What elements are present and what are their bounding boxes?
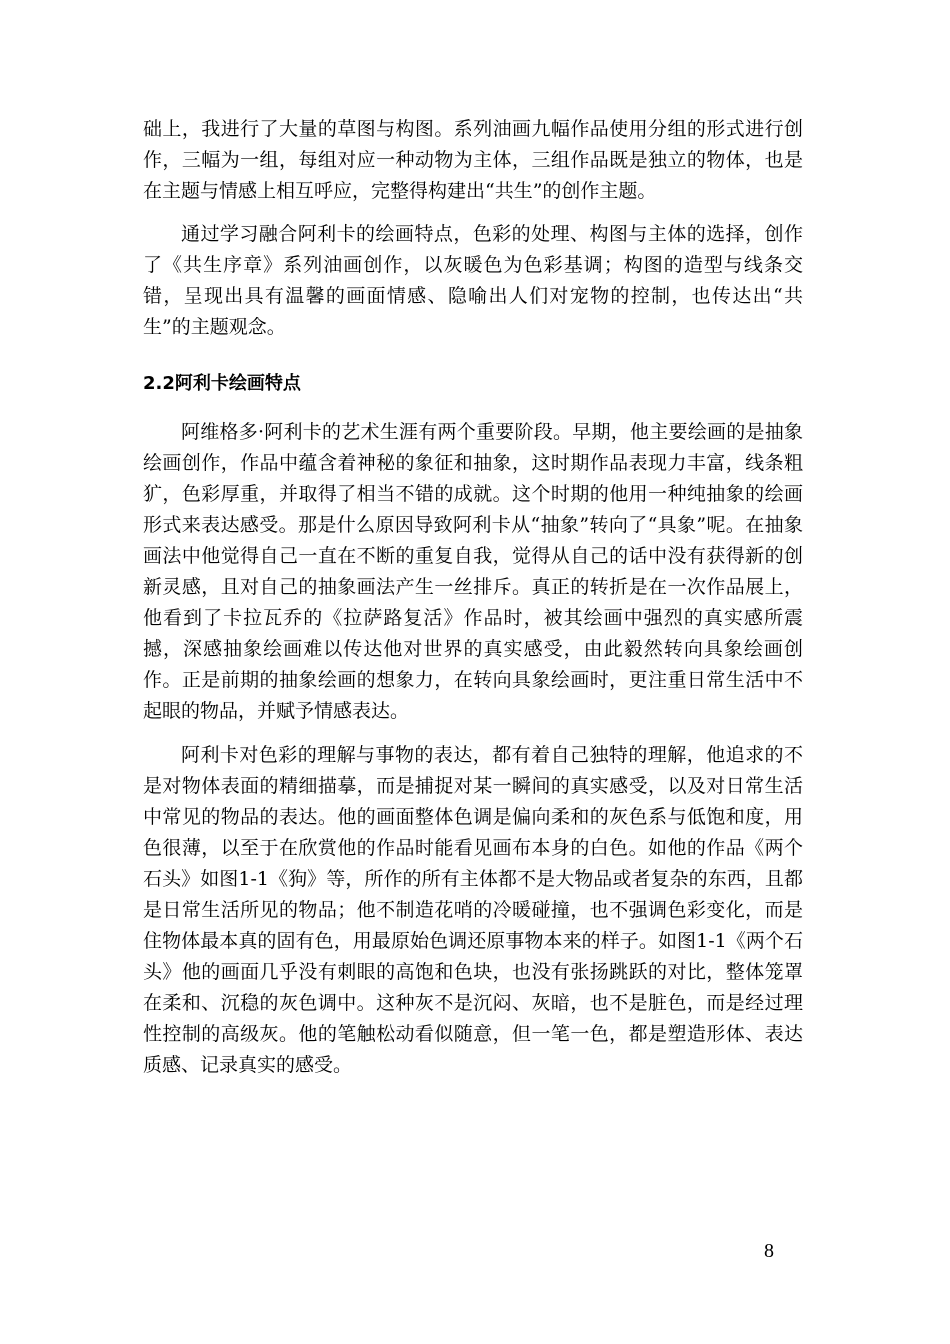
page-number: 8 (764, 1240, 774, 1262)
paragraph-continuation: 础上，我进行了大量的草图与构图。系列油画九幅作品使用分组的形式进行创作，三幅为一组，每组对应一种动物为主体，三组作品既是独立的物体，也是在主题与情感上相互呼应，完整得构建出“共生”的创作主题。 (143, 118, 803, 202)
paragraph-summary: 通过学习融合阿利卡的绘画特点，色彩的处理、构图与主体的选择，创作了《共生序章》系列油画创作，以灰暖色为色彩基调；构图的造型与线条交错，呈现出具有温馨的画面情感、隐喻出人们对宠物的控制，也传达出“共生”的主题观念。 (143, 223, 803, 338)
section-heading: 2.2阿利卡绘画特点 (143, 373, 301, 394)
paragraph-career: 阿维格多·阿利卡的艺术生涯有两个重要阶段。早期，他主要绘画的是抽象绘画创作，作品中蕴含着神秘的象征和抽象，这时期作品表现力丰富，线条粗犷，色彩厚重，并取得了相当不错的成就。这个时期的他用一种纯抽象的绘画形式来表达感受。那是什么原因导致阿利卡从“抽象”转向了“具象”呢。在抽象画法中他觉得自己一直在不断的重复自我，觉得从自己的话中没有获得新的创新灵感，且对自己的抽象画法产生一丝排斥。真正的转折是在一次作品展上，他看到了卡拉瓦乔的《拉萨路复活》作品时，被其绘画中强烈的真实感所震撼，深感抽象绘画难以传达他对世界的真实感受，由此毅然转向具象绘画创作。正是前期的抽象绘画的想象力，在转向具象绘画时，更注重日常生活中不起眼的物品，并赋予情感表达。 (143, 421, 803, 722)
body-text (143, 114, 803, 1081)
paragraph-color: 阿利卡对色彩的理解与事物的表达，都有着自己独特的理解，他追求的不是对物体表面的精细描摹，而是捕捉对某一瞬间的真实感受，以及对日常生活中常见的物品的表达。他的画面整体色调是偏向柔和的灰色系与低饱和度，用色很薄，以至于在欣赏他的作品时能看见画布本身的白色。如他的作品《两个石头》如图1-1《狗》等，所作的所有主体都不是大物品或者复杂的东西，且都是日常生活所见的物品；他不制造花哨的冷暖碰撞，也不强调色彩变化，而是住物体最本真的固有色，用最原始色调还原事物本来的样子。如图1-1《两个石头》他的画面几乎没有刺眼的高饱和色块，也没有张扬跳跃的对比，整体笼罩在柔和、沉稳的灰色调中。这种灰不是沉闷、灰暗，也不是脏色，而是经过理性控制的高级灰。他的笔触松动看似随意，但一笔一色，都是塑造形体、表达质感、记录真实的感受。 (143, 744, 803, 1076)
